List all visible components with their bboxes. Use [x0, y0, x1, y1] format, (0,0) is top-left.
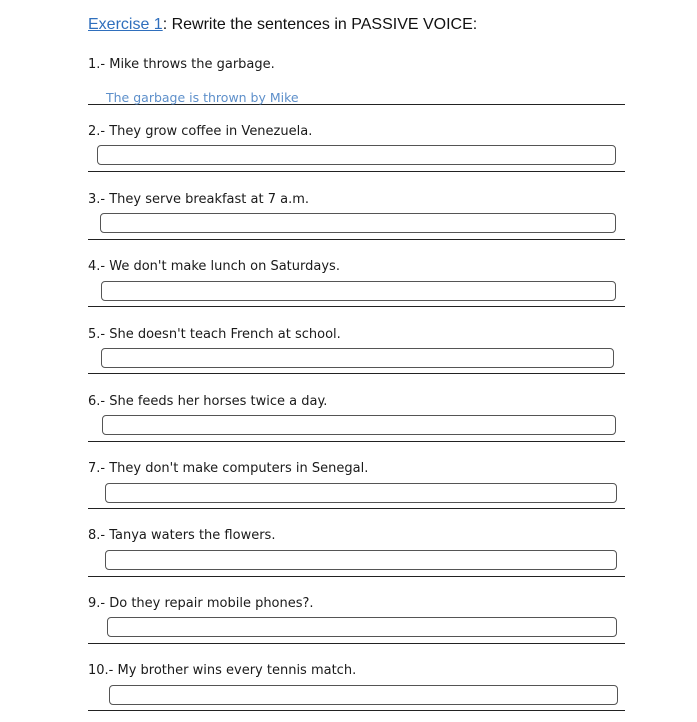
answer-line-4	[88, 306, 625, 307]
question-10-sentence: 10.- My brother wins every tennis match.	[88, 663, 357, 678]
question-7-sentence: 7.- They don't make computers in Senegal.	[88, 461, 369, 476]
answer-input-2[interactable]	[97, 145, 616, 165]
answer-line-8	[88, 576, 625, 577]
question-8-sentence: 8.- Tanya waters the flowers.	[88, 528, 276, 543]
answer-line-2	[88, 171, 625, 172]
answer-input-7[interactable]	[105, 483, 617, 503]
answer-line-9	[88, 643, 625, 644]
answer-input-10[interactable]	[109, 685, 618, 705]
question-5-sentence: 5.- She doesn't teach French at school.	[88, 327, 341, 342]
answer-line-7	[88, 508, 625, 509]
example-answer-text: The garbage is thrown by Mike	[106, 90, 299, 105]
question-2-sentence: 2.- They grow coffee in Venezuela.	[88, 124, 313, 139]
answer-input-4[interactable]	[101, 281, 616, 301]
exercise-title	[88, 16, 477, 34]
answer-input-3[interactable]	[100, 213, 616, 233]
question-4-sentence: 4.- We don't make lunch on Saturdays.	[88, 259, 340, 274]
question-3-sentence: 3.- They serve breakfast at 7 a.m.	[88, 192, 310, 207]
question-1-sentence: 1.- Mike throws the garbage.	[88, 57, 275, 72]
answer-line-3	[88, 239, 625, 240]
question-9-sentence: 9.- Do they repair mobile phones?.	[88, 596, 314, 611]
answer-line-6	[88, 441, 625, 442]
answer-line-10	[88, 710, 625, 711]
exercise-instruction: : Rewrite the sentences in PASSIVE VOICE:	[162, 16, 478, 33]
answer-input-6[interactable]	[102, 415, 616, 435]
exercise-label: Exercise 1	[88, 16, 163, 33]
question-6-sentence: 6.- She feeds her horses twice a day.	[88, 394, 328, 409]
answer-input-9[interactable]	[107, 617, 617, 637]
answer-input-8[interactable]	[105, 550, 617, 570]
answer-input-5[interactable]	[101, 348, 614, 368]
answer-line-5	[88, 373, 625, 374]
